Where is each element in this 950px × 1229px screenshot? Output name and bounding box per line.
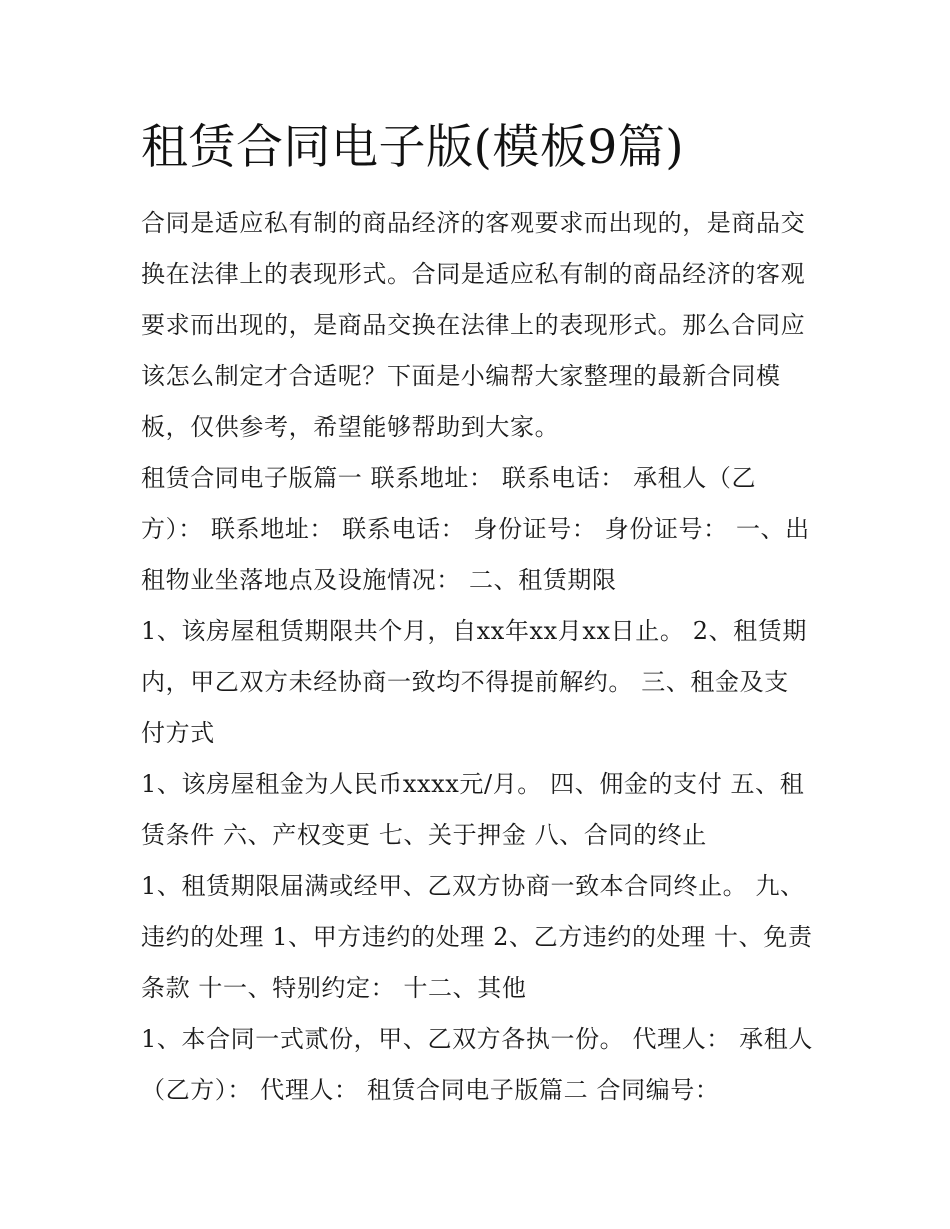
- document-title: 租赁合同电子版(模板9篇): [141, 120, 685, 175]
- document-page: [141, 112, 813, 1116]
- lease-term-paragraph: 1、该房屋租赁期限共个月，自xx年xx月xx日止。 2、租赁期内，甲乙双方未经协商一致均不得提前解约。 三、租金及支付方式: [141, 617, 807, 747]
- intro-paragraph: 合同是适应私有制的商品经济的客观要求而出现的，是商品交换在法律上的表现形式。合同是适应私有制的商品经济的客观要求而出现的，是商品交换在法律上的表现形式。那么合同应该怎么制定才合适呢？下面是小编帮大家整理的最新合同模板，仅供参考，希望能够帮助到大家。: [141, 209, 806, 441]
- termination-paragraph: 1、租赁期限届满或经甲、乙双方协商一致本合同终止。 九、违约的处理 1、甲方违约的处理 2、乙方违约的处理 十、免责条款 十一、特别约定： 十二、其他: [141, 872, 813, 1002]
- rent-paragraph: 1、该房屋租金为人民币xxxx元/月。 四、佣金的支付 五、租赁条件 六、产权变更 七、关于押金 八、合同的终止: [141, 770, 805, 849]
- contract-parties-paragraph: 租赁合同电子版篇一 联系地址： 联系电话： 承租人（乙方）： 联系地址： 联系电话： 身份证号： 身份证号： 一、出租物业坐落地点及设施情况： 二、租赁期限: [141, 464, 810, 594]
- document-body: [141, 198, 813, 1116]
- other-terms-paragraph: 1、本合同一式贰份，甲、乙双方各执一份。 代理人： 承租人（乙方）： 代理人： 租赁合同电子版篇二 合同编号：: [141, 1025, 813, 1104]
